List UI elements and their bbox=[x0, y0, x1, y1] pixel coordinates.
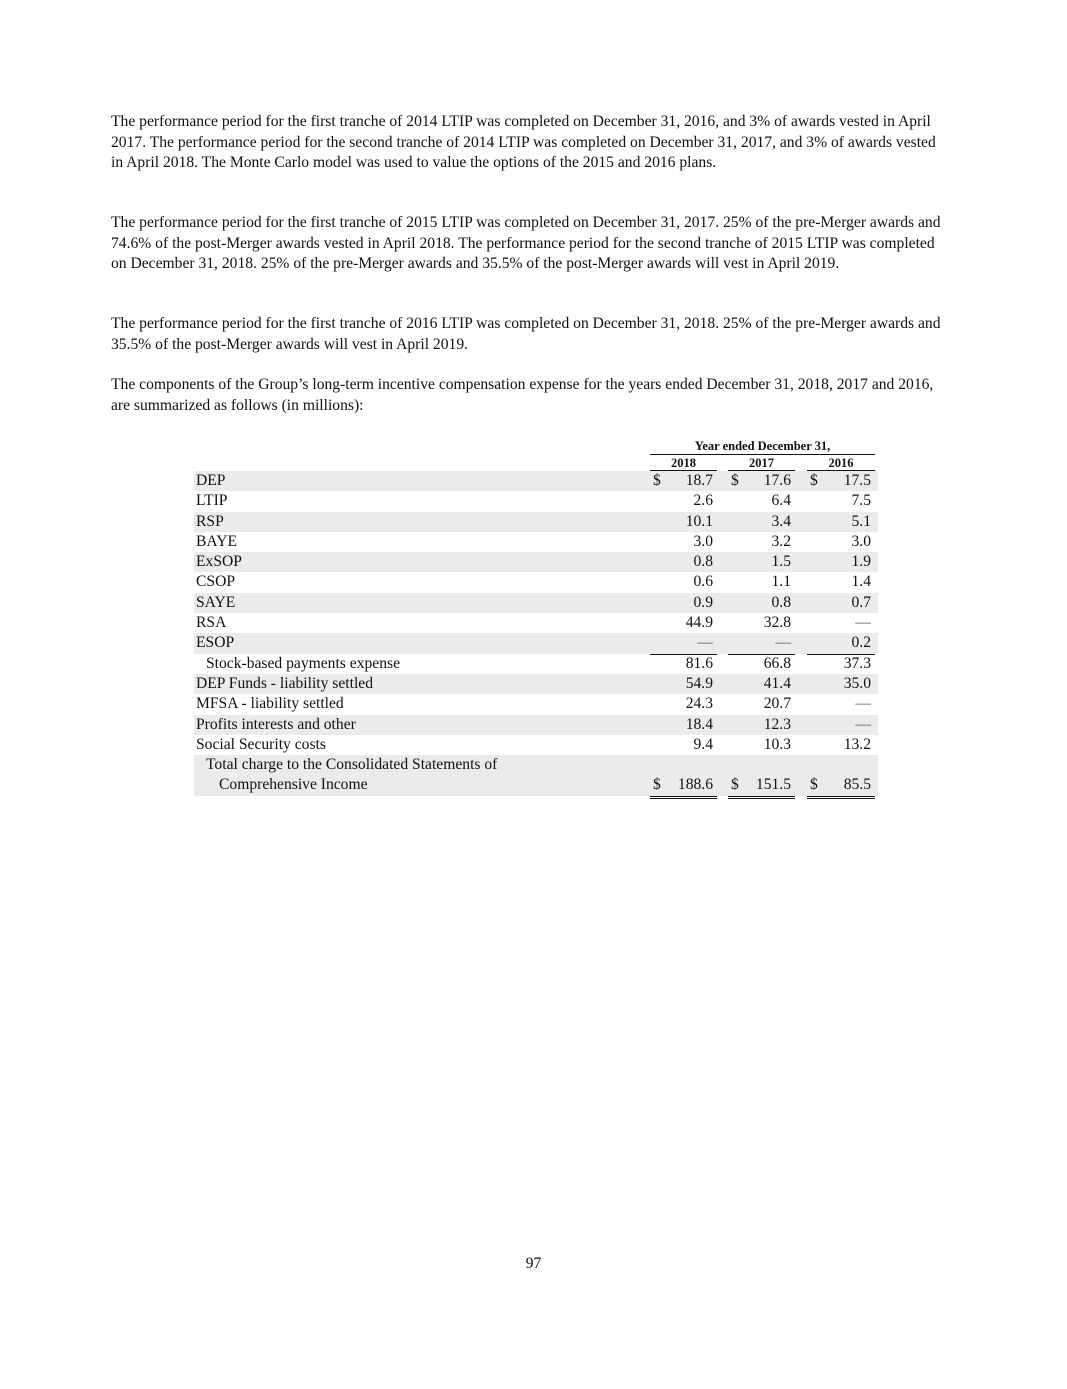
cell-value: — bbox=[855, 614, 871, 632]
table-cell bbox=[807, 694, 875, 714]
cell-value: 1.5 bbox=[771, 553, 791, 571]
table-cell bbox=[728, 613, 795, 633]
table-cell bbox=[807, 633, 875, 654]
table-cell bbox=[807, 471, 875, 491]
table-cell bbox=[728, 735, 795, 756]
table-cell bbox=[650, 735, 717, 756]
table-cell bbox=[807, 735, 875, 756]
cell-value: 10.1 bbox=[685, 512, 713, 530]
column-header-2017: 2017 bbox=[728, 456, 795, 471]
cell-value: 12.3 bbox=[763, 715, 791, 733]
cell-value: 17.6 bbox=[763, 472, 791, 489]
cell-value: 24.3 bbox=[685, 695, 713, 713]
table-cell bbox=[807, 654, 875, 674]
cell-value: 17.5 bbox=[843, 472, 871, 489]
row-label: RSP bbox=[196, 512, 224, 530]
table-row bbox=[194, 593, 878, 613]
table-row bbox=[194, 735, 878, 755]
table-cell bbox=[807, 512, 875, 532]
cell-value: 2.6 bbox=[693, 492, 713, 510]
paragraph-2015-ltip: The performance period for the first tranche of 2015 LTIP was completed on December 31, 2017. 25% of the pre-Merger awards and 74.6% of the post-Merger awards vested in April 2018. The performance period for the second tranche of 2015 LTIP was completed on December 31, 2018. 25% of the pre-Merger awards and 35.5% of the post-Merger awards will vest in April 2019. bbox=[111, 214, 941, 272]
cell-value: — bbox=[855, 715, 871, 733]
table-cell bbox=[650, 512, 717, 532]
table-cell bbox=[650, 613, 717, 633]
row-label: BAYE bbox=[196, 532, 238, 550]
currency-symbol: $ bbox=[731, 776, 739, 794]
cell-value: — bbox=[855, 695, 871, 713]
table-row bbox=[194, 674, 878, 694]
row-label: Social Security costs bbox=[196, 735, 326, 753]
table-cell bbox=[650, 694, 717, 714]
cell-value: — bbox=[775, 634, 791, 652]
table-cell bbox=[650, 471, 717, 491]
table-cell bbox=[807, 491, 875, 511]
table-row bbox=[194, 715, 878, 735]
currency-symbol: $ bbox=[810, 776, 818, 794]
cell-value: 10.3 bbox=[763, 735, 791, 753]
table-cell bbox=[728, 715, 795, 735]
cell-value: 35.0 bbox=[843, 674, 871, 692]
cell-value: 41.4 bbox=[763, 674, 791, 692]
cell-value: 3.4 bbox=[771, 512, 791, 530]
table-cell bbox=[650, 654, 717, 674]
total-label-line1: Total charge to the Consolidated Statements of bbox=[206, 756, 498, 774]
cell-value: 0.8 bbox=[771, 593, 791, 611]
cell-value: 1.1 bbox=[771, 573, 791, 591]
page-number: 97 bbox=[525, 1255, 542, 1272]
cell-value: 188.6 bbox=[677, 776, 713, 794]
table-cell bbox=[650, 491, 717, 511]
row-label: DEP Funds - liability settled bbox=[196, 674, 374, 692]
table-row bbox=[194, 552, 878, 572]
cell-value: 151.5 bbox=[755, 776, 791, 794]
table-row bbox=[194, 471, 878, 491]
table-cell bbox=[728, 654, 795, 674]
table-cell bbox=[650, 715, 717, 735]
table-cell bbox=[650, 572, 717, 592]
table-cell bbox=[728, 593, 795, 613]
row-label: LTIP bbox=[196, 492, 228, 510]
cell-value: 0.2 bbox=[851, 634, 871, 652]
row-label: Profits interests and other bbox=[196, 715, 356, 733]
table-cell bbox=[807, 572, 875, 592]
cell-value: 3.0 bbox=[851, 532, 871, 550]
cell-value: 54.9 bbox=[685, 674, 713, 692]
row-label: CSOP bbox=[196, 573, 236, 591]
table-cell bbox=[728, 755, 795, 799]
table-cell bbox=[728, 491, 795, 511]
column-header-2018: 2018 bbox=[650, 456, 717, 471]
table-cell bbox=[650, 532, 717, 552]
table-row bbox=[194, 491, 878, 511]
row-label: SAYE bbox=[196, 593, 236, 611]
cell-value: 7.5 bbox=[851, 492, 871, 510]
table-cell bbox=[728, 552, 795, 572]
currency-symbol: $ bbox=[731, 472, 739, 489]
table-cell bbox=[728, 471, 795, 491]
currency-symbol: $ bbox=[810, 472, 818, 489]
table-cell bbox=[807, 593, 875, 613]
table-cell bbox=[807, 613, 875, 633]
row-label: ExSOP bbox=[196, 553, 242, 571]
table-cell bbox=[807, 755, 875, 799]
total-label-line2: Comprehensive Income bbox=[219, 776, 368, 794]
table-cell bbox=[728, 694, 795, 714]
table-row bbox=[194, 572, 878, 592]
table-row bbox=[194, 532, 878, 552]
cell-value: — bbox=[697, 634, 713, 652]
row-label: ESOP bbox=[196, 634, 235, 652]
cell-value: 0.9 bbox=[693, 593, 713, 611]
table-row bbox=[194, 512, 878, 532]
table-cell bbox=[650, 674, 717, 694]
table-row bbox=[194, 633, 878, 653]
cell-value: 3.0 bbox=[693, 532, 713, 550]
cell-value: 13.2 bbox=[843, 735, 871, 753]
cell-value: 0.6 bbox=[693, 573, 713, 591]
cell-value: 37.3 bbox=[843, 654, 871, 672]
paragraph-2016-ltip: The performance period for the first tranche of 2016 LTIP was completed on December 31, 2018. 25% of the pre-Merger awards and 35.5% of the post-Merger awards will vest in April 2019. bbox=[111, 315, 941, 353]
cell-value: 6.4 bbox=[771, 492, 791, 510]
cell-value: 3.2 bbox=[771, 532, 791, 550]
table-cell bbox=[728, 532, 795, 552]
cell-value: 81.6 bbox=[685, 654, 713, 672]
paragraph-table-intro: The components of the Group’s long-term incentive compensation expense for the years ended December 31, 2018, 2017 and 2016, are summarized as follows (in millions): bbox=[111, 376, 934, 414]
currency-symbol: $ bbox=[653, 472, 661, 489]
table-cell bbox=[807, 715, 875, 735]
table-row bbox=[194, 654, 878, 674]
cell-value: 0.7 bbox=[851, 593, 871, 611]
cell-value: 66.8 bbox=[763, 654, 791, 672]
cell-value: 85.5 bbox=[843, 776, 871, 794]
table-cell bbox=[650, 593, 717, 613]
table-row bbox=[194, 613, 878, 633]
table-cell bbox=[807, 532, 875, 552]
column-header-2016: 2016 bbox=[807, 456, 875, 471]
cell-value: 20.7 bbox=[763, 695, 791, 713]
cell-value: 9.4 bbox=[693, 735, 713, 753]
table-body bbox=[194, 471, 878, 796]
table-row bbox=[194, 694, 878, 714]
table-cell bbox=[728, 512, 795, 532]
cell-value: 1.4 bbox=[851, 573, 871, 591]
row-label: RSA bbox=[196, 614, 227, 632]
table-cell bbox=[650, 633, 717, 654]
table-cell bbox=[728, 572, 795, 592]
table-cell bbox=[728, 633, 795, 654]
currency-symbol: $ bbox=[653, 776, 661, 794]
cell-value: 5.1 bbox=[851, 512, 871, 530]
cell-value: 18.4 bbox=[685, 715, 713, 733]
row-label: DEP bbox=[196, 472, 226, 489]
cell-value: 44.9 bbox=[685, 614, 713, 632]
table-cell bbox=[807, 552, 875, 572]
paragraph-2014-ltip: The performance period for the first tranche of 2014 LTIP was completed on December 31, 2016, and 3% of awards vested in April 2017. The performance period for the second tranche of 2014 LTIP was completed on December 31, 2017, and 3% of awards vested in April 2018. The Monte Carlo model was used to value the options of the 2015 and 2016 plans. bbox=[111, 113, 936, 171]
table-cell bbox=[650, 755, 717, 799]
cell-value: 0.8 bbox=[693, 553, 713, 571]
row-label: MFSA - liability settled bbox=[196, 695, 344, 713]
cell-value: 1.9 bbox=[851, 553, 871, 571]
table-cell bbox=[728, 674, 795, 694]
table-row-total bbox=[194, 755, 878, 796]
row-label: Stock-based payments expense bbox=[206, 654, 401, 672]
cell-value: 18.7 bbox=[685, 472, 713, 489]
table-cell bbox=[650, 552, 717, 572]
table-header-group: Year ended December 31, bbox=[650, 438, 875, 455]
cell-value: 32.8 bbox=[763, 614, 791, 632]
table-cell bbox=[807, 674, 875, 694]
